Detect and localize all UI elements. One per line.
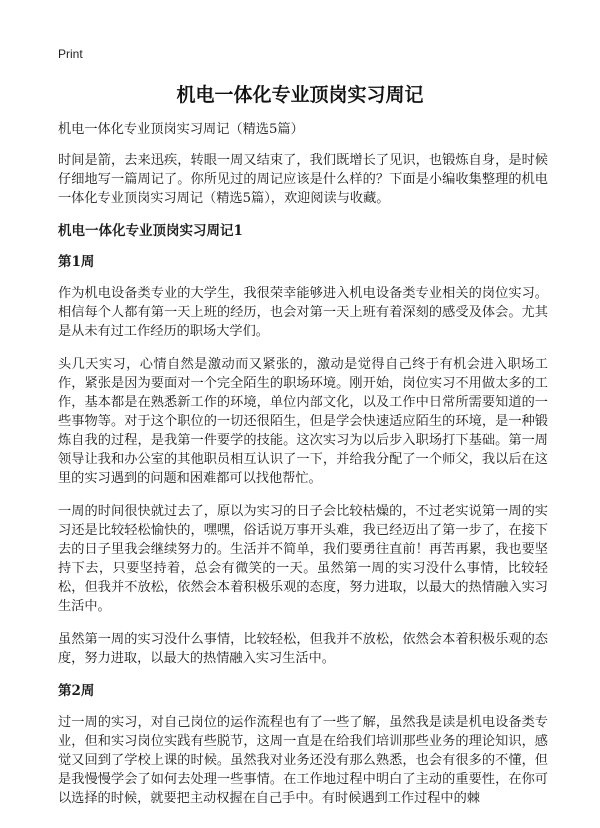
week1-paragraph-4: 虽然第一周的实习没什么事情，比较轻松，但我并不放松，依然会本着积极乐观的态度，努力进取，以最大的热情融入实习生活中。 (58, 632, 548, 666)
week1-heading: 第1周 (58, 254, 95, 270)
intro-paragraph: 时间是箭，去来迅疾，转眼一周又结束了，我们既增长了见识，也锻炼自身，是时候仔细地写一篇周记了。你所见过的周记应该是什么样的？下面是小编收集整理的机电一体化专业顶岗实习周记（精选5篇），欢迎阅读与收藏。 (58, 153, 548, 206)
article-heading: 机电一体化专业顶岗实习周记1 (58, 223, 243, 239)
week2-heading: 第2周 (58, 683, 95, 699)
document-body (58, 120, 548, 822)
week2-paragraph-1: 过一周的实习，对自己岗位的运作流程也有了一些了解，虽然我是读是机电设备类专业，但和实习岗位实践有些脱节，这周一直是在给我们培训那些业务的理论知识，感觉又回到了学校上课的时候。虽然我对业务还没有那么熟悉，也会有很多的不懂，但是我慢慢学会了如何去处理一些事情。在工作地过程中明白了主动的重要性，在你可以选择的时候，就要把主动权握在自己手中。有时候遇到工作过程中的棘 (58, 715, 548, 806)
week1-paragraph-1: 作为机电设备类专业的大学生，我很荣幸能够进入机电设备类专业相关的岗位实习。相信每个人都有第一天上班的经历，也会对第一天上班有着深刻的感受及体会。尤其是从未有过工作经历的职场大学们。 (58, 286, 548, 339)
week1-paragraph-3: 一周的时间很快就过去了，原以为实习的日子会比较枯燥的，不过老实说第一周的实习还是比较轻松愉快的，嘿嘿，俗话说万事开头难，我已经迈出了第一步了，在接下去的日子里我会继续努力的。生活并不简单，我们要勇往直前！再苦再累，我也要坚持下去，只要坚持着，总会有微笑的一天。虽然第一周的实习没什么事情，比较轻松，但我并不放松，依然会本着积极乐观的态度，努力进取，以最大的热情融入实习生活中。 (58, 504, 548, 614)
document-subtitle: 机电一体化专业顶岗实习周记（精选5篇） (58, 122, 304, 137)
print-link[interactable]: Print (58, 47, 83, 61)
week1-paragraph-2: 头几天实习，心情自然是激动而又紧张的，激动是觉得自己终于有机会进入职场工作，紧张是因为要面对一个完全陌生的职场环境。刚开始，岗位实习不用做太多的工作，基本都是在熟悉新工作的环境，单位内部文化，以及工作中日常所需要知道的一些事物等。对于这个职位的一切还很陌生，但是学会快速适应陌生的环境，是一种锻炼自我的过程，是我第一件要学的技能。这次实习为以后步入职场打下基础。第一周领导让我和办公室的其他职员相互认识了一下，并给我分配了一个师父，我以后在这里的实习遇到的问题和困难都可以找他帮忙。 (58, 357, 548, 486)
document-title: 机电一体化专业顶岗实习周记 (176, 84, 424, 106)
